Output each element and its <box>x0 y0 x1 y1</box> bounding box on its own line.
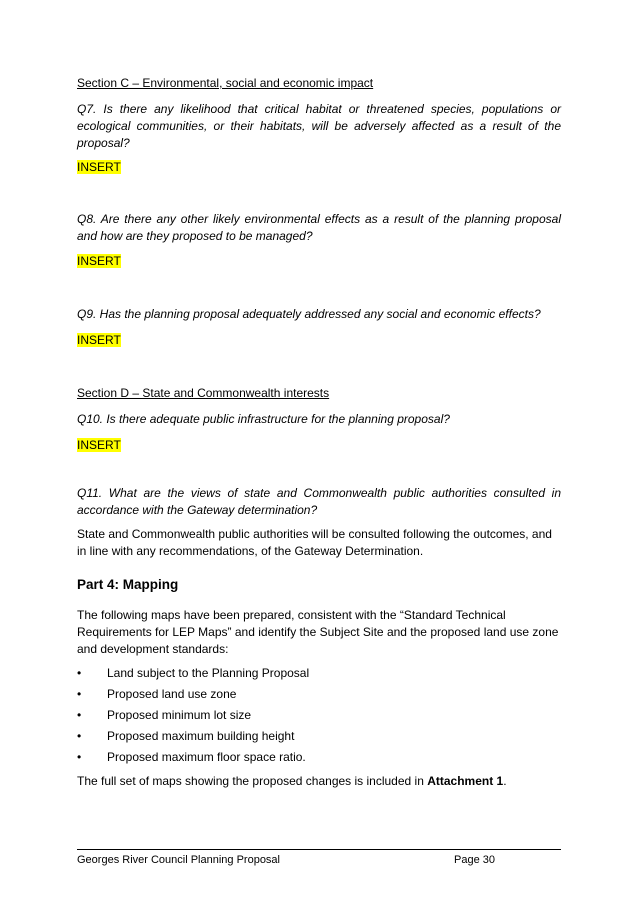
bullet: • <box>77 708 82 722</box>
section-c-heading: Section C – Environmental, social and economic impact <box>77 76 374 90</box>
attachment-reference: Attachment 1 <box>427 774 504 788</box>
closing-text: The full set of maps showing the proposed changes is included in <box>77 774 428 788</box>
answer-9 <box>77 332 561 349</box>
section-d-heading: Section D – State and Commonwealth interests <box>77 386 330 400</box>
answer-8 <box>77 253 561 270</box>
part-4-intro: The following maps have been prepared, consistent with the “Standard Technical Requirements for LEP Maps” and identify the Subject Site and the proposed land use zone and development standards: <box>77 608 559 656</box>
closing-period: . <box>503 774 507 788</box>
answer-10-placeholder: INSERT <box>77 438 121 452</box>
page-number: Page 30 <box>454 854 495 866</box>
bullet: • <box>77 729 82 743</box>
page-footer <box>77 852 561 869</box>
list-item-text: Proposed maximum building height <box>107 729 295 743</box>
list-item-text: Proposed minimum lot size <box>107 708 252 722</box>
list-item-text: Proposed maximum floor space ratio. <box>107 750 306 764</box>
answer-8-placeholder: INSERT <box>77 254 121 268</box>
answer-7-placeholder: INSERT <box>77 160 121 174</box>
closing-paragraph <box>77 773 561 790</box>
answer-9-placeholder: INSERT <box>77 333 121 347</box>
bullet: • <box>77 687 82 701</box>
answer-11: State and Commonwealth public authorities will be consulted following the outcomes, and in line with any recommendations, of the Gateway Determination. <box>77 527 552 558</box>
question-7: Q7. Is there any likelihood that critical habitat or threatened species, populations or ecological communities, or their habitats, will be adversely affected as a result of the proposal? <box>77 102 561 150</box>
list-item-text: Land subject to the Planning Proposal <box>107 666 310 680</box>
bullet: • <box>77 750 82 764</box>
question-8: Q8. Are there any other likely environmental effects as a result of the planning proposal and how are they proposed to be managed? <box>77 212 561 243</box>
question-11: Q11. What are the views of state and Commonwealth public authorities consulted in accordance with the Gateway determination? <box>77 486 561 517</box>
footer-title: Georges River Council Planning Proposal <box>77 854 280 866</box>
question-9: Q9. Has the planning proposal adequately addressed any social and economic effects? <box>77 307 541 321</box>
bullet: • <box>77 666 82 680</box>
footer-divider <box>77 849 561 850</box>
list-item-text: Proposed land use zone <box>107 687 237 701</box>
answer-7 <box>77 159 561 176</box>
question-10: Q10. Is there adequate public infrastructure for the planning proposal? <box>77 412 450 426</box>
answer-10 <box>77 437 561 454</box>
part-4-heading: Part 4: Mapping <box>77 577 179 592</box>
